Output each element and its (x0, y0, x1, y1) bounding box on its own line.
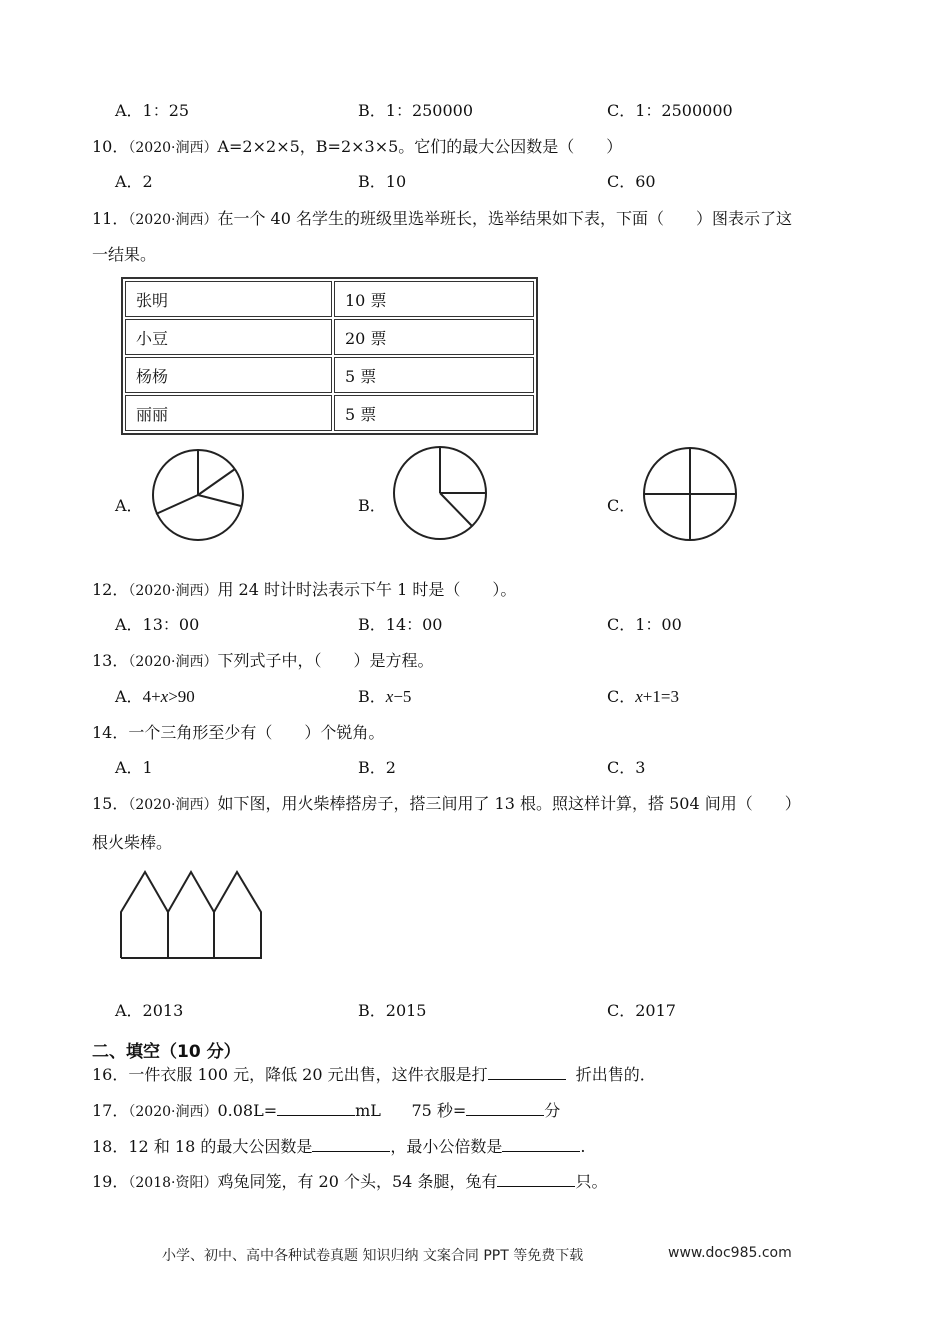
question-text: . (580, 1137, 586, 1156)
question-number: 17． (92, 1101, 129, 1120)
math-part: >90 (168, 687, 195, 706)
option-label: A． (115, 687, 143, 706)
question-text: 用 24 时计时法表示下午 1 时是（ ）。 (217, 580, 517, 599)
answer-blank[interactable] (488, 1063, 566, 1080)
pie-diagram-a (146, 445, 250, 545)
table-cell: 张明 (125, 281, 332, 317)
question-19 (92, 1170, 607, 1193)
math-part: 4+ (142, 687, 161, 706)
question-text: 下列式子中，（ ）是方程。 (217, 651, 434, 670)
q11-option-b-label: B． (358, 496, 386, 515)
q15-option-c: C．2017 (607, 1001, 676, 1020)
table-row (125, 319, 534, 355)
question-text: 一个三角形至少有（ ）个锐角。 (128, 723, 385, 742)
table-row (125, 395, 534, 431)
question-text: 0.08L= (217, 1101, 278, 1120)
question-source: （2020·涧西） (128, 654, 218, 670)
answer-blank[interactable] (497, 1170, 575, 1187)
question-source: （2018·资阳） (128, 1175, 218, 1191)
question-17 (92, 1099, 560, 1122)
pie-diagram-c (640, 445, 740, 545)
math-variable: x (160, 687, 169, 706)
q9-option-b: B．1：250000 (358, 101, 474, 120)
math-expression (386, 687, 412, 706)
math-part: +1=3 (642, 687, 679, 706)
question-text: 12 和 18 的最大公因数是 (128, 1137, 313, 1156)
question-18 (92, 1135, 585, 1157)
question-15 (92, 794, 801, 815)
question-12 (92, 580, 516, 601)
table-row (125, 281, 534, 317)
question-number: 18． (92, 1137, 129, 1156)
question-text: 一件衣服 100 元，降低 20 元出售，这件衣服是打 (128, 1065, 488, 1084)
q15-option-a: A．2013 (115, 1001, 184, 1020)
question-source: （2020·涧西） (128, 140, 218, 156)
question-number: 14． (92, 723, 129, 742)
pie-diagram-b (390, 443, 490, 543)
question-number: 16． (92, 1065, 129, 1084)
question-11-line2: 一结果。 (92, 245, 157, 264)
question-source: （2020·涧西） (128, 797, 218, 813)
question-13 (92, 651, 433, 672)
table-cell: 丽丽 (125, 395, 332, 431)
question-number: 12． (92, 580, 129, 599)
section-title: 二、填空（10 分） (92, 1042, 241, 1062)
question-text: 分 (544, 1101, 561, 1120)
q10-option-a: A．2 (115, 172, 153, 191)
question-text: ，最小公倍数是 (390, 1137, 503, 1156)
answer-blank[interactable] (312, 1135, 390, 1152)
q9-option-c: C．1：2500000 (607, 101, 733, 120)
question-text: 只。 (575, 1172, 608, 1191)
q14-option-c: C．3 (607, 758, 646, 777)
table-cell: 杨杨 (125, 357, 332, 393)
answer-blank[interactable] (466, 1099, 544, 1116)
table-cell: 5 票 (334, 395, 534, 431)
question-text: 在一个 40 名学生的班级里选举班长，选举结果如下表，下面（ ）图表示了这 (217, 209, 793, 228)
q12-option-b: B．14：00 (358, 615, 443, 634)
math-part: −5 (393, 687, 412, 706)
question-10 (92, 137, 622, 158)
question-source: （2020·涧西） (128, 583, 218, 599)
question-source: （2020·涧西） (128, 1104, 218, 1120)
math-variable: x (635, 687, 643, 706)
question-text: 75 秒= (411, 1101, 467, 1120)
question-text: 如下图，用火柴棒搭房子，搭三间用了 13 根。照这样计算，搭 504 间用（ ） (217, 794, 801, 813)
question-source: （2020·涧西） (128, 212, 218, 228)
table-cell: 20 票 (334, 319, 534, 355)
table-cell: 5 票 (334, 357, 534, 393)
q12-option-a: A．13：00 (115, 615, 200, 634)
option-label: B． (358, 687, 386, 706)
q12-option-c: C．1：00 (607, 615, 682, 634)
matchstick-houses-diagram (115, 866, 267, 962)
q11-option-c-label: C． (607, 496, 636, 515)
question-11 (92, 209, 792, 230)
question-text: 折出售的． (575, 1065, 656, 1084)
q10-option-c: C．60 (607, 172, 656, 191)
answer-blank[interactable] (502, 1135, 580, 1152)
footer-site-link[interactable]: www.doc985.com (668, 1245, 792, 1261)
q10-option-b: B．10 (358, 172, 407, 191)
option-label: C． (607, 687, 636, 706)
q11-option-a-label: A． (115, 496, 143, 515)
math-expression (635, 687, 679, 706)
answer-blank[interactable] (277, 1099, 355, 1116)
question-number: 10． (92, 137, 129, 156)
question-number: 15． (92, 794, 129, 813)
q14-option-b: B．2 (358, 758, 396, 777)
question-number: 11． (92, 209, 129, 228)
question-number: 19． (92, 1172, 129, 1191)
question-text: mL (355, 1101, 381, 1120)
question-text: 鸡兔同笼，有 20 个头，54 条腿，兔有 (217, 1172, 498, 1191)
question-text: A=2×2×5，B=2×3×5。它们的最大公因数是（ ） (217, 137, 623, 156)
q15-option-b: B．2015 (358, 1001, 427, 1020)
vote-table (121, 277, 538, 435)
math-expression (143, 687, 195, 706)
q14-option-a: A．1 (115, 758, 153, 777)
q13-option-b (358, 687, 411, 707)
question-14 (92, 723, 384, 743)
question-15-line2: 根火柴棒。 (92, 833, 173, 852)
footer-text: 小学、初中、高中各种试卷真题 知识归纳 文案合同 PPT 等免费下载 (162, 1248, 584, 1264)
q13-option-c (607, 687, 679, 707)
table-cell: 10 票 (334, 281, 534, 317)
table-row (125, 357, 534, 393)
table-cell: 小豆 (125, 319, 332, 355)
q13-option-a (115, 687, 195, 707)
question-16 (92, 1063, 656, 1085)
question-number: 13． (92, 651, 129, 670)
math-variable: x (385, 687, 394, 706)
q9-option-a: A．1：25 (115, 101, 190, 120)
